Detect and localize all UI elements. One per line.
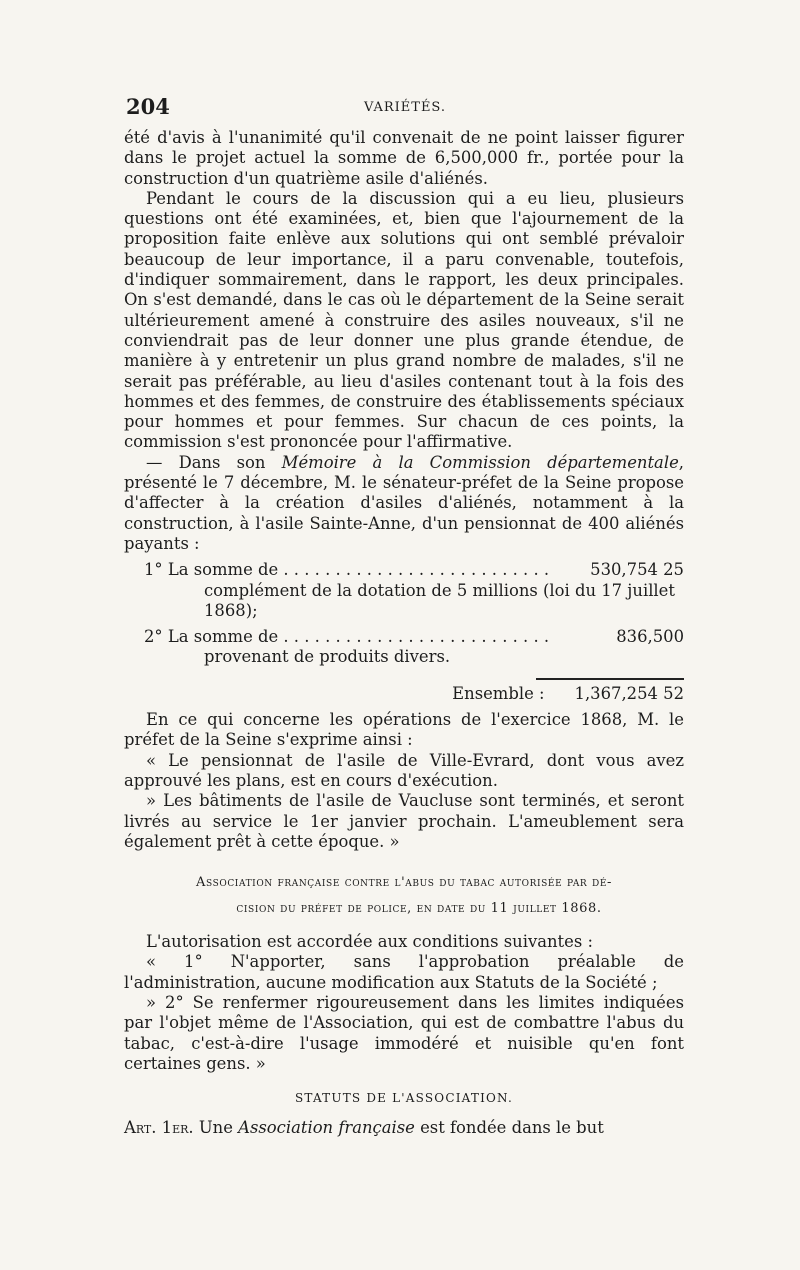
statuts-heading: STATUTS DE L'ASSOCIATION. <box>295 1091 513 1106</box>
paragraph: Pendant le cours de la discussion qui a eu lieu, plusieurs questions ont été examinées, et, bien que l'ajournement de la proposition faite enlève aux solutions qui ont semblé prévaloir beaucoup de leur importance, il a paru convenable, toutefois, d'indiquer sommairement, dans le rapport, les deux principales. On s'est demandé, dans le cas où le département de la Seine serait ultérieurement amené à construire des asiles nouveaux, s'il ne conviendrait pas de leur donner une plus grande étendue, de manière à y entretenir un plus grand nombre de malades, s'il ne serait pas préférable, au lieu d'asiles contenant tout à la fois des hommes et des femmes, de construire des établissements spéciaux pour hommes et pour femmes. Sur chacun de ces points, la commission s'est prononcée pour l'affirmative. <box>124 188 684 452</box>
paragraph: » 2° Se renfermer rigoureusement dans les limites indiquées par l'objet même de l'Association, qui est de combattre l'abus du tabac, c'est-à-dire l'usage immodéré et nuisible qu'en font certaines gens. » <box>124 992 684 1073</box>
budget-item-value: 530,754 25 <box>590 560 684 580</box>
budget-item-detail: provenant de produits divers. <box>204 647 451 667</box>
paragraph: En ce qui concerne les opérations de l'exercice 1868, M. le préfet de la Seine s'exprime ainsi : <box>124 710 684 750</box>
paragraph: été d'avis à l'unanimité qu'il convenait de ne point laisser figurer dans le projet actuel la somme de 6,500,000 fr., portée pour la construction d'un quatrième asile d'aliénés. <box>124 128 684 188</box>
page-header <box>126 94 684 124</box>
paragraph: « 1° N'apporter, sans l'approbation préalable de l'administration, aucune modification aux Statuts de la Société ; <box>124 952 684 992</box>
budget-item <box>124 627 684 647</box>
budget-item-label: 2° La somme de . . . <box>124 627 549 647</box>
article-label: Art. 1er. <box>124 1118 194 1138</box>
budget-item-detail: complément de la dotation de 5 millions (loi du 17 juillet 1868); <box>204 580 675 620</box>
total-rule <box>536 678 684 680</box>
article-line <box>124 1118 684 1138</box>
section-heading-line: cision du préfet de police, en date du 11 juillet 1868. <box>236 901 602 917</box>
paragraph: L'autorisation est accordée aux conditions suivantes : <box>146 932 593 952</box>
text-run: Une <box>193 1118 239 1138</box>
budget-item-value: 836,500 <box>616 627 684 647</box>
section-heading <box>124 870 684 922</box>
budget-item <box>124 560 684 580</box>
running-title: VARIÉTÉS. <box>363 100 447 115</box>
budget-list <box>124 560 684 704</box>
total-value: 1,367,254 52 <box>574 683 684 703</box>
paragraph: « Le pensionnat de l'asile de Ville-Evrard, dont vous avez approuvé les plans, est en cours d'exécution. <box>124 750 684 790</box>
association-name: Association française <box>238 1118 415 1138</box>
text-run: est fondée dans le but <box>414 1118 604 1138</box>
section-heading-line: Association française contre l'abus du tabac autorisée par dé- <box>195 875 613 891</box>
budget-total <box>124 684 684 704</box>
budget-item-label: 1° La somme de . . . <box>124 560 549 580</box>
memoire-title: Mémoire à la Commission départementale <box>281 452 679 472</box>
paragraph-memoire <box>124 453 684 554</box>
text-run: , présenté le 7 décembre, M. le sénateur-préfet de la Seine propose d'affecter à la création d'asiles d'aliénés, notamment à la construction, à l'asile Sainte-Anne, d'un pensionnat de 400 aliénés payants : <box>124 452 684 553</box>
paragraph: » Les bâtiments de l'asile de Vaucluse sont terminés, et seront livrés au service le 1er janvier prochain. L'ameublement sera également prêt à cette époque. » <box>124 791 684 851</box>
page-number: 204 <box>126 94 170 119</box>
text-run: — Dans son <box>146 452 282 472</box>
total-label: Ensemble : <box>452 683 545 703</box>
page-body <box>124 128 684 1139</box>
